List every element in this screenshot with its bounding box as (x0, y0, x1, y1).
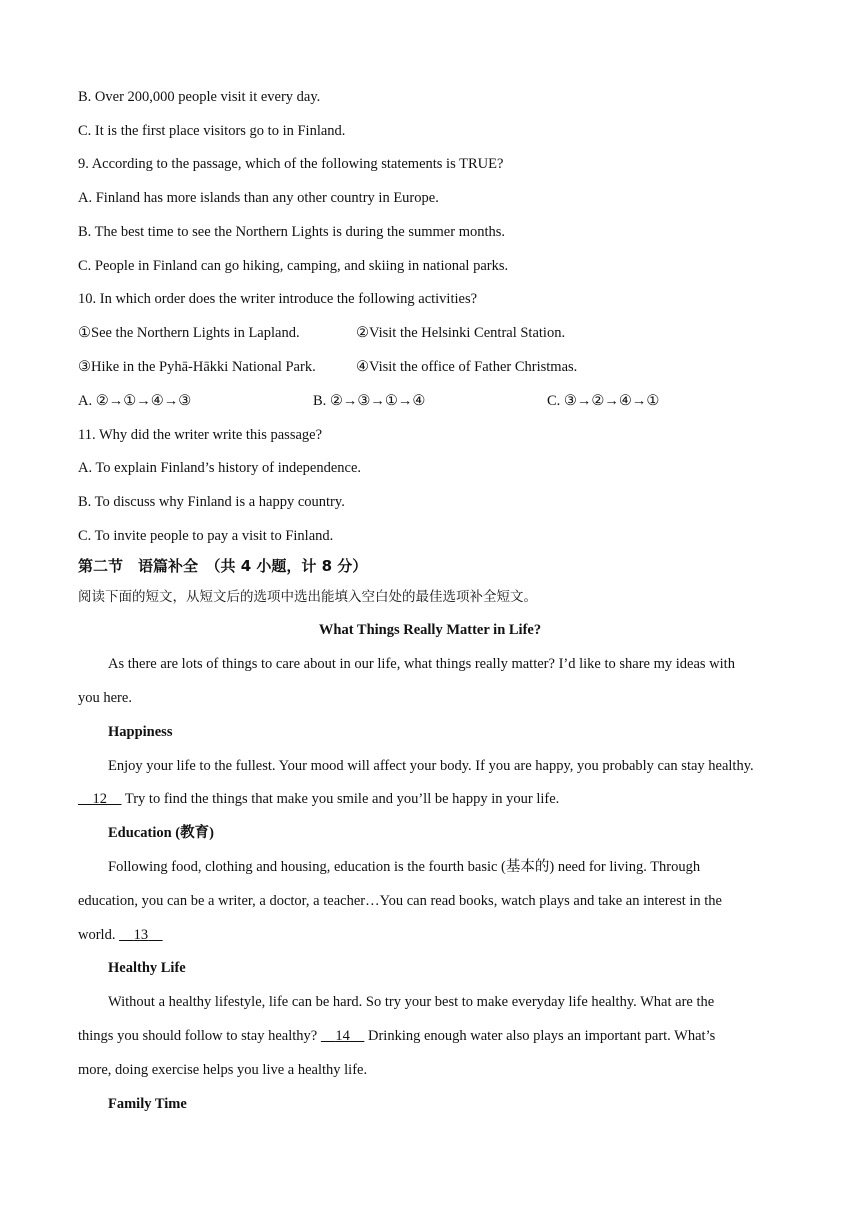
q10-option-b: B. ②→③→①→④ (313, 393, 426, 409)
q10-option-a: A. ②→①→④→③ (78, 393, 192, 409)
q9-option-b: B. The best time to see the Northern Lights is during the summer months. (78, 224, 506, 240)
q10-item-2: ②Visit the Helsinki Central Station. (356, 325, 566, 341)
section-instruction: 阅读下面的短文，从短文后的选项中选出能填入空白处的最佳选项补全短文。 (78, 589, 537, 605)
blank-12: 12 (92, 791, 107, 807)
q10-item-4: ④Visit the office of Father Christmas. (356, 359, 578, 375)
q11-option-c: C. To invite people to pay a visit to Finland. (78, 528, 334, 544)
healthy-heading: Healthy Life (108, 960, 186, 976)
q9-option-c: C. People in Finland can go hiking, camping, and skiing in national parks. (78, 258, 509, 274)
education-heading: Education (教育) (108, 825, 214, 841)
education-line-1: Following food, clothing and housing, education is the fourth basic (基本的) need for living. Through (108, 859, 701, 875)
family-heading: Family Time (108, 1096, 187, 1112)
q10-question: 10. In which order does the writer introduce the following activities? (78, 291, 478, 307)
intro-line-2: you here. (78, 690, 132, 706)
intro-line-1: As there are lots of things to care about in our life, what things really matter? I’d like to share my ideas with (108, 656, 735, 672)
education-line-3: world. 13 (78, 925, 790, 945)
q10-item-1: ①See the Northern Lights in Lapland. (78, 325, 300, 341)
healthy-line-3: more, doing exercise helps you live a healthy life. (78, 1062, 368, 1078)
passage-title: What Things Really Matter in Life? (318, 622, 542, 638)
q10-option-c: C. ③→②→④→① (547, 393, 660, 409)
q10-item-3: ③Hike in the Pyhā-Hākki National Park. (78, 359, 316, 375)
happiness-heading: Happiness (108, 724, 173, 740)
q8-option-c: C. It is the first place visitors go to in Finland. (78, 123, 346, 139)
happiness-line-2: 12 Try to find the things that make you smile and you’ll be happy in your life. (78, 789, 790, 809)
q11-option-b: B. To discuss why Finland is a happy country. (78, 494, 345, 510)
section-heading: 第二节 语篇补全 （共 4 小题，计 8 分） (78, 557, 368, 575)
q11-option-a: A. To explain Finland’s history of independence. (78, 460, 362, 476)
education-line-2: education, you can be a writer, a doctor, a teacher…You can read books, watch plays and take an interest in the (78, 893, 722, 909)
blank-13: 13 (133, 927, 149, 943)
healthy-line-1: Without a healthy lifestyle, life can be hard. So try your best to make everyday life healthy. What are the (108, 994, 715, 1010)
healthy-line-2: things you should follow to stay healthy? 14 Drinking enough water also plays an important part. What’s (78, 1028, 716, 1044)
q9-question: 9. According to the passage, which of the following statements is TRUE? (78, 156, 504, 172)
q8-option-b: B. Over 200,000 people visit it every day. (78, 89, 321, 105)
q11-question: 11. Why did the writer write this passage? (78, 427, 323, 443)
happiness-line-1: Enjoy your life to the fullest. Your mood will affect your body. If you are happy, you probably can stay healthy. (108, 758, 754, 774)
blank-14: 14 (335, 1028, 350, 1044)
q9-option-a: A. Finland has more islands than any other country in Europe. (78, 190, 439, 206)
